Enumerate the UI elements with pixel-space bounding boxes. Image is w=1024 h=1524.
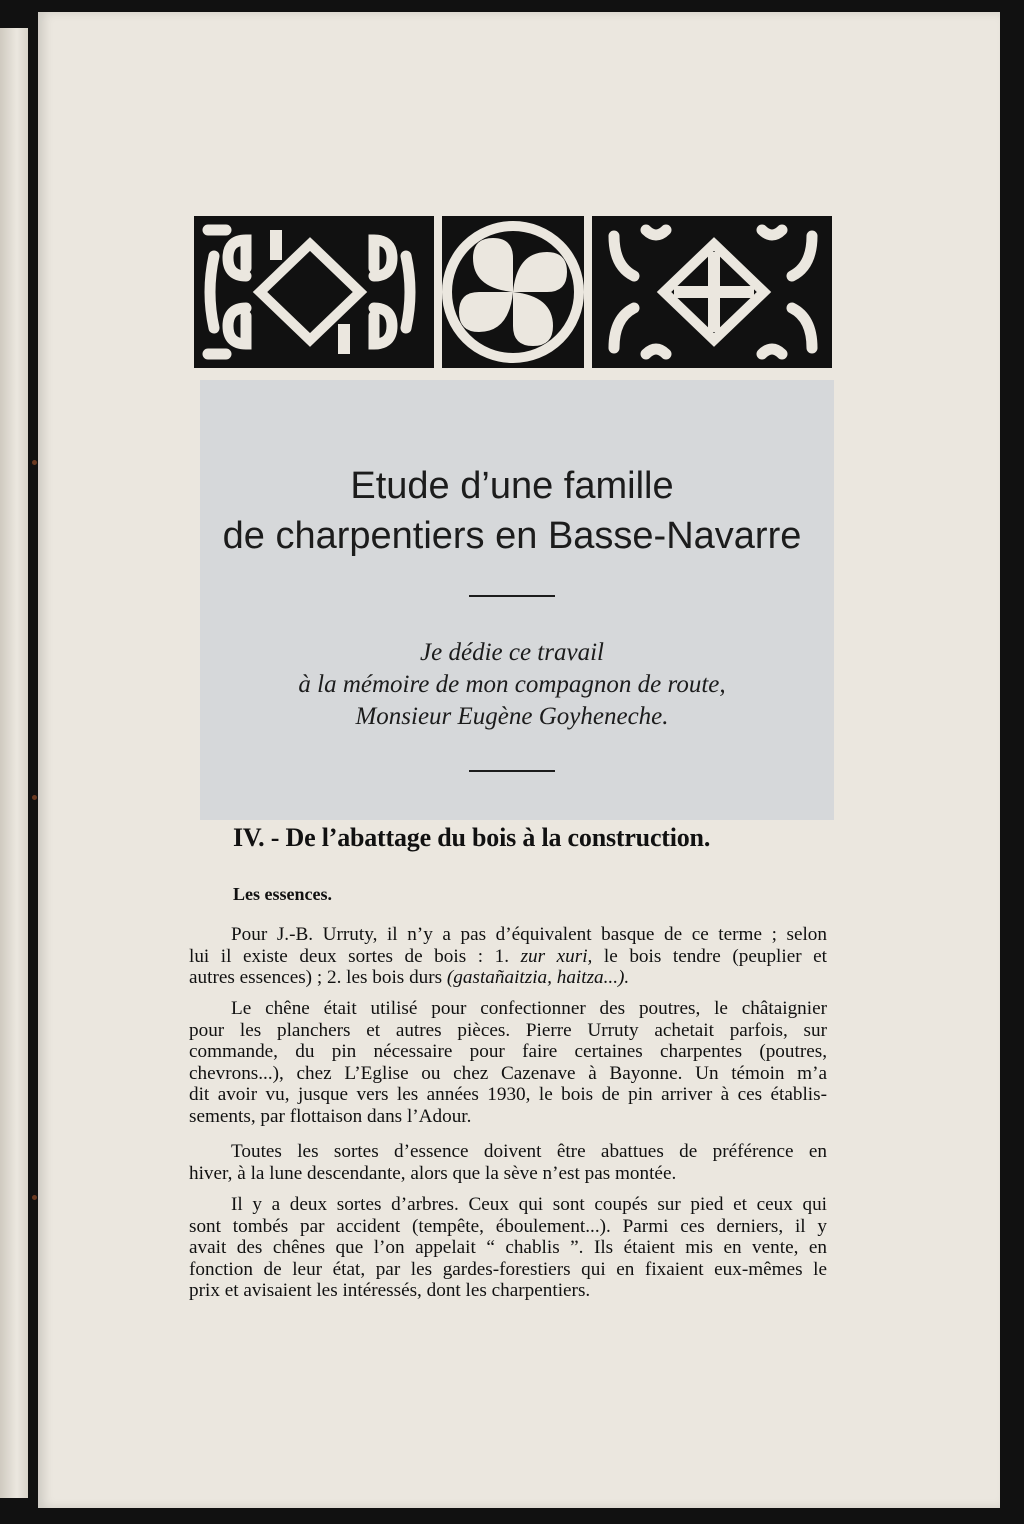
basque-ornament-banner	[194, 216, 832, 368]
title-line-2: de charpentiers en Basse-Navarre	[222, 515, 802, 557]
paragraph-line: commande, du pin nécessaire pour faire certaines charpentes (poutres,	[189, 1041, 827, 1063]
paragraph-line: sont tombés par accident (tempête, éboulement...). Parmi ces derniers, il y	[189, 1215, 827, 1237]
paragraph-line: prix et avisaient les intéressés, dont les charpentiers.	[189, 1280, 591, 1302]
grey-background-block	[200, 380, 834, 820]
dedication-line-3: Monsieur Eugène Goyheneche.	[355, 703, 669, 730]
paragraph-line: dit avoir vu, jusque vers les années 1930, le bois de pin arriver à ces établis-	[189, 1084, 827, 1106]
divider-rule	[469, 595, 555, 597]
dedication-line-2: à la mémoire de mon compagnon de route,	[298, 671, 726, 698]
subsection-heading: Les essences.	[233, 884, 332, 904]
text-run: lui il existe deux sortes de bois : 1.	[189, 945, 509, 967]
title-line-1: Etude d’une famille	[350, 465, 674, 507]
paragraph-line	[189, 946, 827, 968]
paragraph-2	[189, 998, 827, 1128]
paragraph-line	[189, 967, 827, 989]
paragraph-4	[189, 1194, 827, 1302]
text-run: autres essences) ; 2. les bois durs	[189, 967, 443, 989]
text-run: le bois tendre (peuplier et	[603, 945, 828, 967]
dedication-line-1: Je dédie ce travail	[420, 639, 604, 666]
facing-page-edge	[0, 28, 28, 1498]
paragraph-line: Il y a deux sortes d’arbres. Ceux qui sont coupés sur pied et ceux qui	[231, 1194, 827, 1215]
paragraph-3	[189, 1141, 827, 1184]
paper-spot	[32, 795, 37, 800]
paragraph-line: Le chêne était utilisé pour confectionner des poutres, le châtaignier	[231, 998, 827, 1019]
paragraph-line: avait des chênes que l’on appelait “ chablis ”. Ils étaient mis en vente, en	[189, 1237, 827, 1259]
section-title: IV. - De l’abattage du bois à la construction.	[233, 823, 711, 852]
italic-term: (gastañaitzia, haitza...).	[446, 967, 630, 989]
paragraph-1	[189, 924, 827, 989]
paragraph-line: hiver, à la lune descendante, alors que la sève n’est pas montée.	[189, 1162, 677, 1184]
divider-rule	[469, 770, 555, 772]
paragraph-line: sements, par flottaison dans l’Adour.	[189, 1105, 472, 1127]
paragraph-line: chevrons...), chez L’Eglise ou chez Cazenave à Bayonne. Un témoin m’a	[189, 1062, 827, 1084]
paper-spot	[32, 1195, 37, 1200]
paragraph-line: fonction de leur état, par les gardes-forestiers qui en fixaient eux-mêmes le	[189, 1258, 827, 1280]
paragraph-line: pour les planchers et autres pièces. Pierre Urruty achetait parfois, sur	[189, 1019, 827, 1041]
italic-term: zur xuri,	[520, 945, 593, 967]
paragraph-line: Pour J.-B. Urruty, il n’y a pas d’équivalent basque de ce terme ; selon	[231, 924, 827, 945]
paragraph-line: Toutes les sortes d’essence doivent être abattues de préférence en	[231, 1141, 827, 1162]
